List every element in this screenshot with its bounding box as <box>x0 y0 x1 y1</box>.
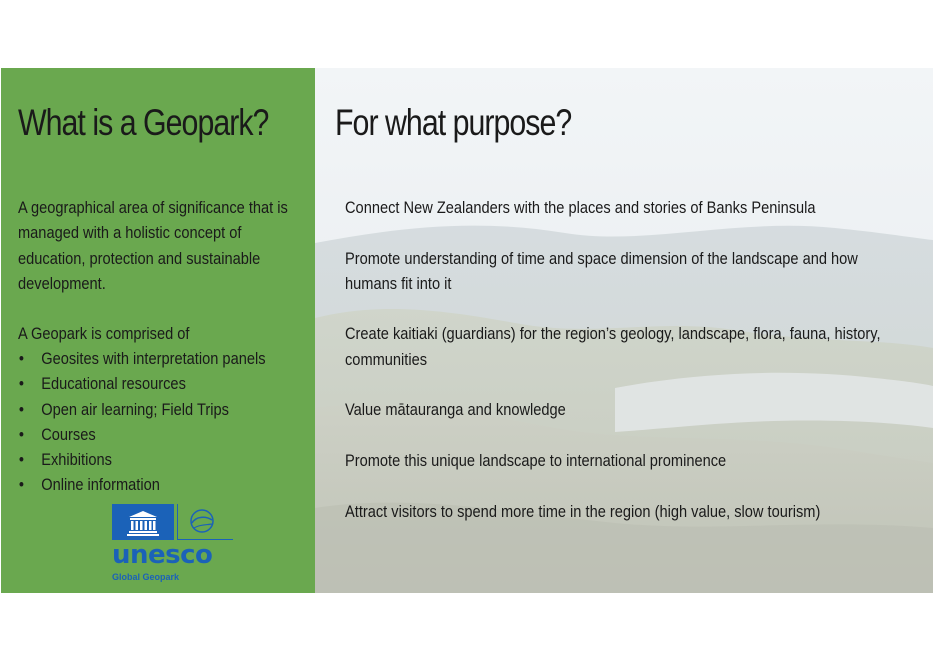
list-item-text: Exhibitions <box>41 450 112 470</box>
list-item <box>18 447 266 472</box>
list-item <box>18 472 266 497</box>
right-title: For what purpose? <box>335 102 572 143</box>
unesco-temple-icon <box>112 504 174 540</box>
list-item <box>18 371 266 396</box>
list-item <box>18 346 266 371</box>
list-item <box>18 397 266 422</box>
geopark-components-list <box>18 346 266 498</box>
unesco-logo <box>112 504 236 586</box>
purpose-item: Promote understanding of time and space dimension of the landscape and how humans fit into it <box>345 248 858 293</box>
geopark-globe-icon <box>177 504 233 540</box>
list-item-text: Online information <box>41 475 160 495</box>
bullet: • <box>18 450 24 470</box>
purpose-item: Promote this unique landscape to international prominence <box>345 450 727 470</box>
purpose-item: Connect New Zealanders with the places and stories of Banks Peninsula <box>345 198 816 217</box>
slide <box>1 68 933 593</box>
bullet: • <box>18 399 24 419</box>
bullet: • <box>18 475 24 495</box>
list-item-text: Educational resources <box>41 374 186 394</box>
purpose-list <box>345 195 911 549</box>
geopark-definition: A geographical area of significance that is managed with a holistic concept of education, protection and sustainable development. <box>18 198 288 293</box>
logo-subtitle: Global Geopark <box>112 572 180 582</box>
unesco-wordmark: unesco <box>112 540 213 570</box>
purpose-item: Attract visitors to spend more time in the region (high value, slow tourism) <box>345 501 821 521</box>
bullet: • <box>18 374 24 394</box>
list-item-text: Geosites with interpretation panels <box>41 349 266 368</box>
purpose-item: Value mātauranga and knowledge <box>345 400 566 420</box>
left-panel <box>1 68 315 593</box>
bullet: • <box>18 424 24 444</box>
left-title: What is a Geopark? <box>18 102 269 143</box>
list-item-text: Courses <box>41 424 96 444</box>
list-item <box>18 422 266 447</box>
comprised-title: A Geopark is comprised of <box>18 324 190 343</box>
list-item-text: Open air learning; Field Trips <box>41 399 229 419</box>
right-panel <box>315 68 933 593</box>
bullet: • <box>18 349 24 368</box>
purpose-item: Create kaitiaki (guardians) for the region’s geology, landscape, flora, fauna, history, communities <box>345 324 881 369</box>
